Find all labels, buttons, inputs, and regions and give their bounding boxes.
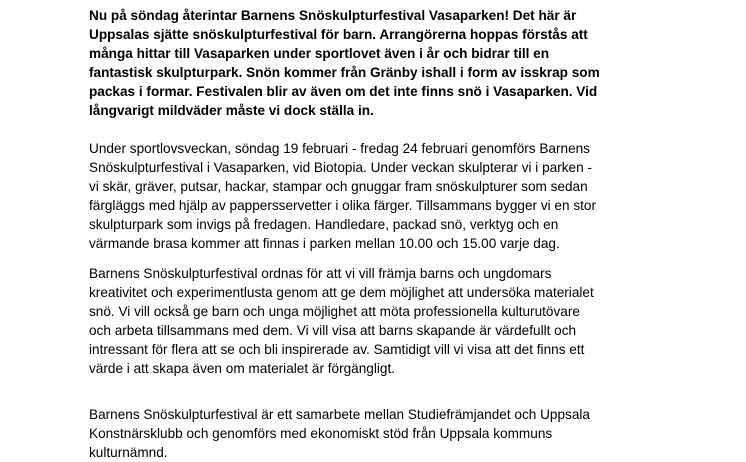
lead-line: långvarigt mildväder måste vi dock ställa in. [89,103,374,118]
lead-line: packas i formar. Festivalen blir av även om det inte finns snö i Vasaparken. Vid [89,84,598,99]
lead-line: fantastisk skulpturpark. Snön kommer från Gränby ishall i form av isskrap som [89,65,600,80]
body-line: värde i att skapa även om materialet är förgängligt. [89,361,396,376]
body-line: intressant för flera att se och bli inspirerade av. Samtidigt vill vi visa att det finns ett [89,342,585,357]
body-line: skulpturpark som invigs på fredagen. Handledare, packad snö, verktyg och en [89,217,559,232]
body-line: vi skär, gräver, putsar, hackar, stampar och gnuggar fram snöskulpturer som sedan [89,179,588,194]
body-line: snö. Vi vill också ge barn och unga möjlighet att möta professionella kulturutövare [89,304,580,319]
body-line: kulturnämnd. [89,445,168,460]
body-line: färgläggs med hjälp av pappersservetter i olika färger. Tillsammans bygger vi en stor [89,198,596,213]
body-line: värmande brasa kommer att finnas i parken mellan 10.00 och 15.00 varje dag. [89,236,560,251]
body-paragraph-schedule [89,139,706,253]
lead-line: Nu på söndag återintar Barnens Snöskulpturfestival Vasaparken! Det här är [89,8,577,23]
lead-line: Uppsalas sjätte snöskulpturfestival för barn. Arrangörerna hoppas förstås att [89,27,588,42]
body-line: och arbeta tillsammans med dem. Vi vill visa att barns skapande är värdefullt och [89,323,577,338]
body-line: Barnens Snöskulpturfestival är ett samarbete mellan Studiefrämjandet och Uppsala [89,407,590,422]
body-paragraph-partners [89,405,706,462]
body-line: Konstnärsklubb och genomförs med ekonomiskt stöd från Uppsala kommuns [89,426,553,441]
body-paragraph-purpose [89,264,706,378]
lead-paragraph [89,6,706,120]
body-line: Under sportlovsveckan, söndag 19 februari - fredag 24 februari genomförs Barnens [89,141,590,156]
body-line: Snöskulpturfestival i Vasaparken, vid Biotopia. Under veckan skulpterar vi i parken - [89,160,592,175]
body-line: kreativitet och experimentlusta genom att ge dem möjlighet att undersöka materialet [89,285,594,300]
lead-line: många hittar till Vasaparken under sportlovet även i år och bidrar till en [89,46,550,61]
body-line: Barnens Snöskulpturfestival ordnas för att vi vill främja barns och ungdomars [89,266,552,281]
